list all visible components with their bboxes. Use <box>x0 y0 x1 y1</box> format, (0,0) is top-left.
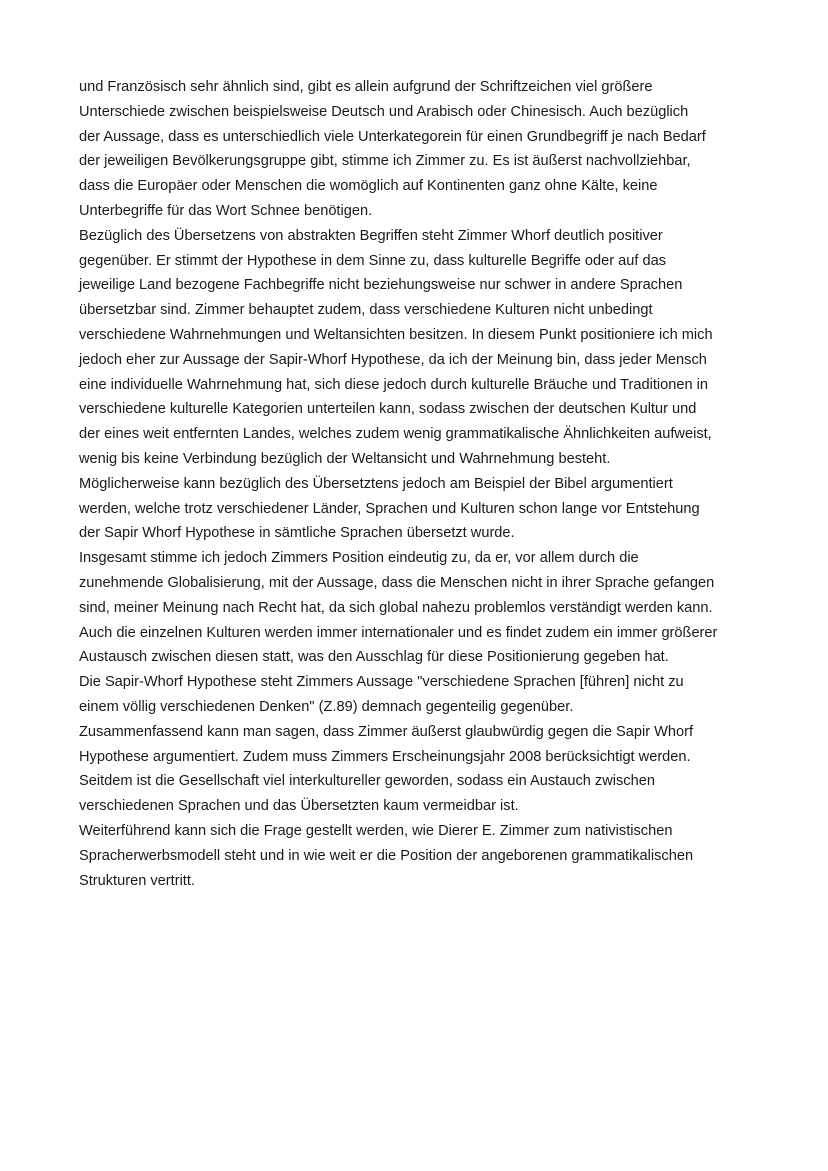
text-line: gegenüber. Er stimmt der Hypothese in dem Sinne zu, dass kulturelle Begriffe oder auf das <box>79 252 667 269</box>
text-line: verschiedenen Sprachen und das Übersetzten kaum vermeidbar ist. <box>79 798 519 815</box>
text-line: Strukturen vertritt. <box>79 872 195 889</box>
text-line: Unterbegriffe für das Wort Schnee benötigen. <box>79 202 373 219</box>
text-line: übersetzbar sind. Zimmer behauptet zudem, dass verschiedene Kulturen nicht unbedingt <box>79 302 653 319</box>
text-line: wenig bis keine Verbindung bezüglich der Weltansicht und Wahrnehmung besteht. <box>79 450 611 467</box>
text-line: jeweilige Land bezogene Fachbegriffe nicht beziehungsweise nur schwer in andere Sprachen <box>79 277 683 294</box>
text-line: Unterschiede zwischen beispielsweise Deutsch und Arabisch oder Chinesisch. Auch bezüglich <box>79 103 689 120</box>
text-line: eine individuelle Wahrnehmung hat, sich diese jedoch durch kulturelle Bräuche und Traditionen in <box>79 376 708 393</box>
text-line: Die Sapir-Whorf Hypothese steht Zimmers Aussage "verschiedene Sprachen [führen] nicht zu <box>79 674 684 691</box>
text-line: Seitdem ist die Gesellschaft viel interkultureller geworden, sodass ein Austauch zwischen <box>79 773 655 790</box>
text-line: verschiedene kulturelle Kategorien unterteilen kann, sodass zwischen der deutschen Kultur und <box>79 401 697 418</box>
text-line: einem völlig verschiedenen Denken" (Z.89) demnach gegenteilig gegenüber. <box>79 698 574 715</box>
text-line: und Französisch sehr ähnlich sind, gibt es allein aufgrund der Schriftzeichen viel größere <box>79 79 653 95</box>
text-line: Weiterführend kann sich die Frage gestellt werden, wie Dierer E. Zimmer zum nativistischen <box>79 822 673 839</box>
text-line: Auch die einzelnen Kulturen werden immer internationaler und es findet zudem ein immer größerer <box>79 624 718 641</box>
text-line: Hypothese argumentiert. Zudem muss Zimmers Erscheinungsjahr 2008 berücksichtigt werden. <box>79 748 691 765</box>
text-line: Bezüglich des Übersetzens von abstrakten Begriffen steht Zimmer Whorf deutlich positiver <box>79 227 663 244</box>
text-line: Insgesamt stimme ich jedoch Zimmers Position eindeutig zu, da er, vor allem durch die <box>79 550 639 567</box>
text-line: zunehmende Globalisierung, mit der Aussage, dass die Menschen nicht in ihrer Sprache gefangen <box>79 574 715 591</box>
text-line: der eines weit entfernten Landes, welches zudem wenig grammatikalische Ähnlichkeiten aufweist, <box>79 426 712 443</box>
text-line: verschiedene Wahrnehmungen und Weltansichten besitzen. In diesem Punkt positioniere ich mich <box>79 326 713 343</box>
text-line: der jeweiligen Bevölkerungsgruppe gibt, stimme ich Zimmer zu. Es ist äußerst nachvollziehbar, <box>79 153 691 170</box>
text-line: sind, meiner Meinung nach Recht hat, da sich global nahezu problemlos verständigt werden kann. <box>79 599 713 616</box>
text-line: jedoch eher zur Aussage der Sapir-Whorf Hypothese, da ich der Meinung bin, dass jeder Mensch <box>79 351 707 368</box>
text-line: werden, welche trotz verschiedener Länder, Sprachen und Kulturen schon lange vor Entstehung <box>79 500 700 517</box>
text-line: Austausch zwischen diesen statt, was den Ausschlag für diese Positionierung gegeben hat. <box>79 649 669 666</box>
text-line: Spracherwerbsmodell steht und in wie weit er die Position der angeborenen grammatikalischen <box>79 847 694 864</box>
text-line: dass die Europäer oder Menschen die womöglich auf Kontinenten ganz ohne Kälte, keine <box>79 178 658 195</box>
text-line: Zusammenfassend kann man sagen, dass Zimmer äußerst glaubwürdig gegen die Sapir Whorf <box>79 723 694 740</box>
text-line: Möglicherweise kann bezüglich des Übersetztens jedoch am Beispiel der Bibel argumentiert <box>79 475 673 492</box>
essay-text <box>79 75 769 893</box>
text-line: der Sapir Whorf Hypothese in sämtliche Sprachen übersetzt wurde. <box>79 525 515 542</box>
text-line: der Aussage, dass es unterschiedlich viele Unterkategorein für einen Grundbegriff je nach Bedarf <box>79 128 706 145</box>
